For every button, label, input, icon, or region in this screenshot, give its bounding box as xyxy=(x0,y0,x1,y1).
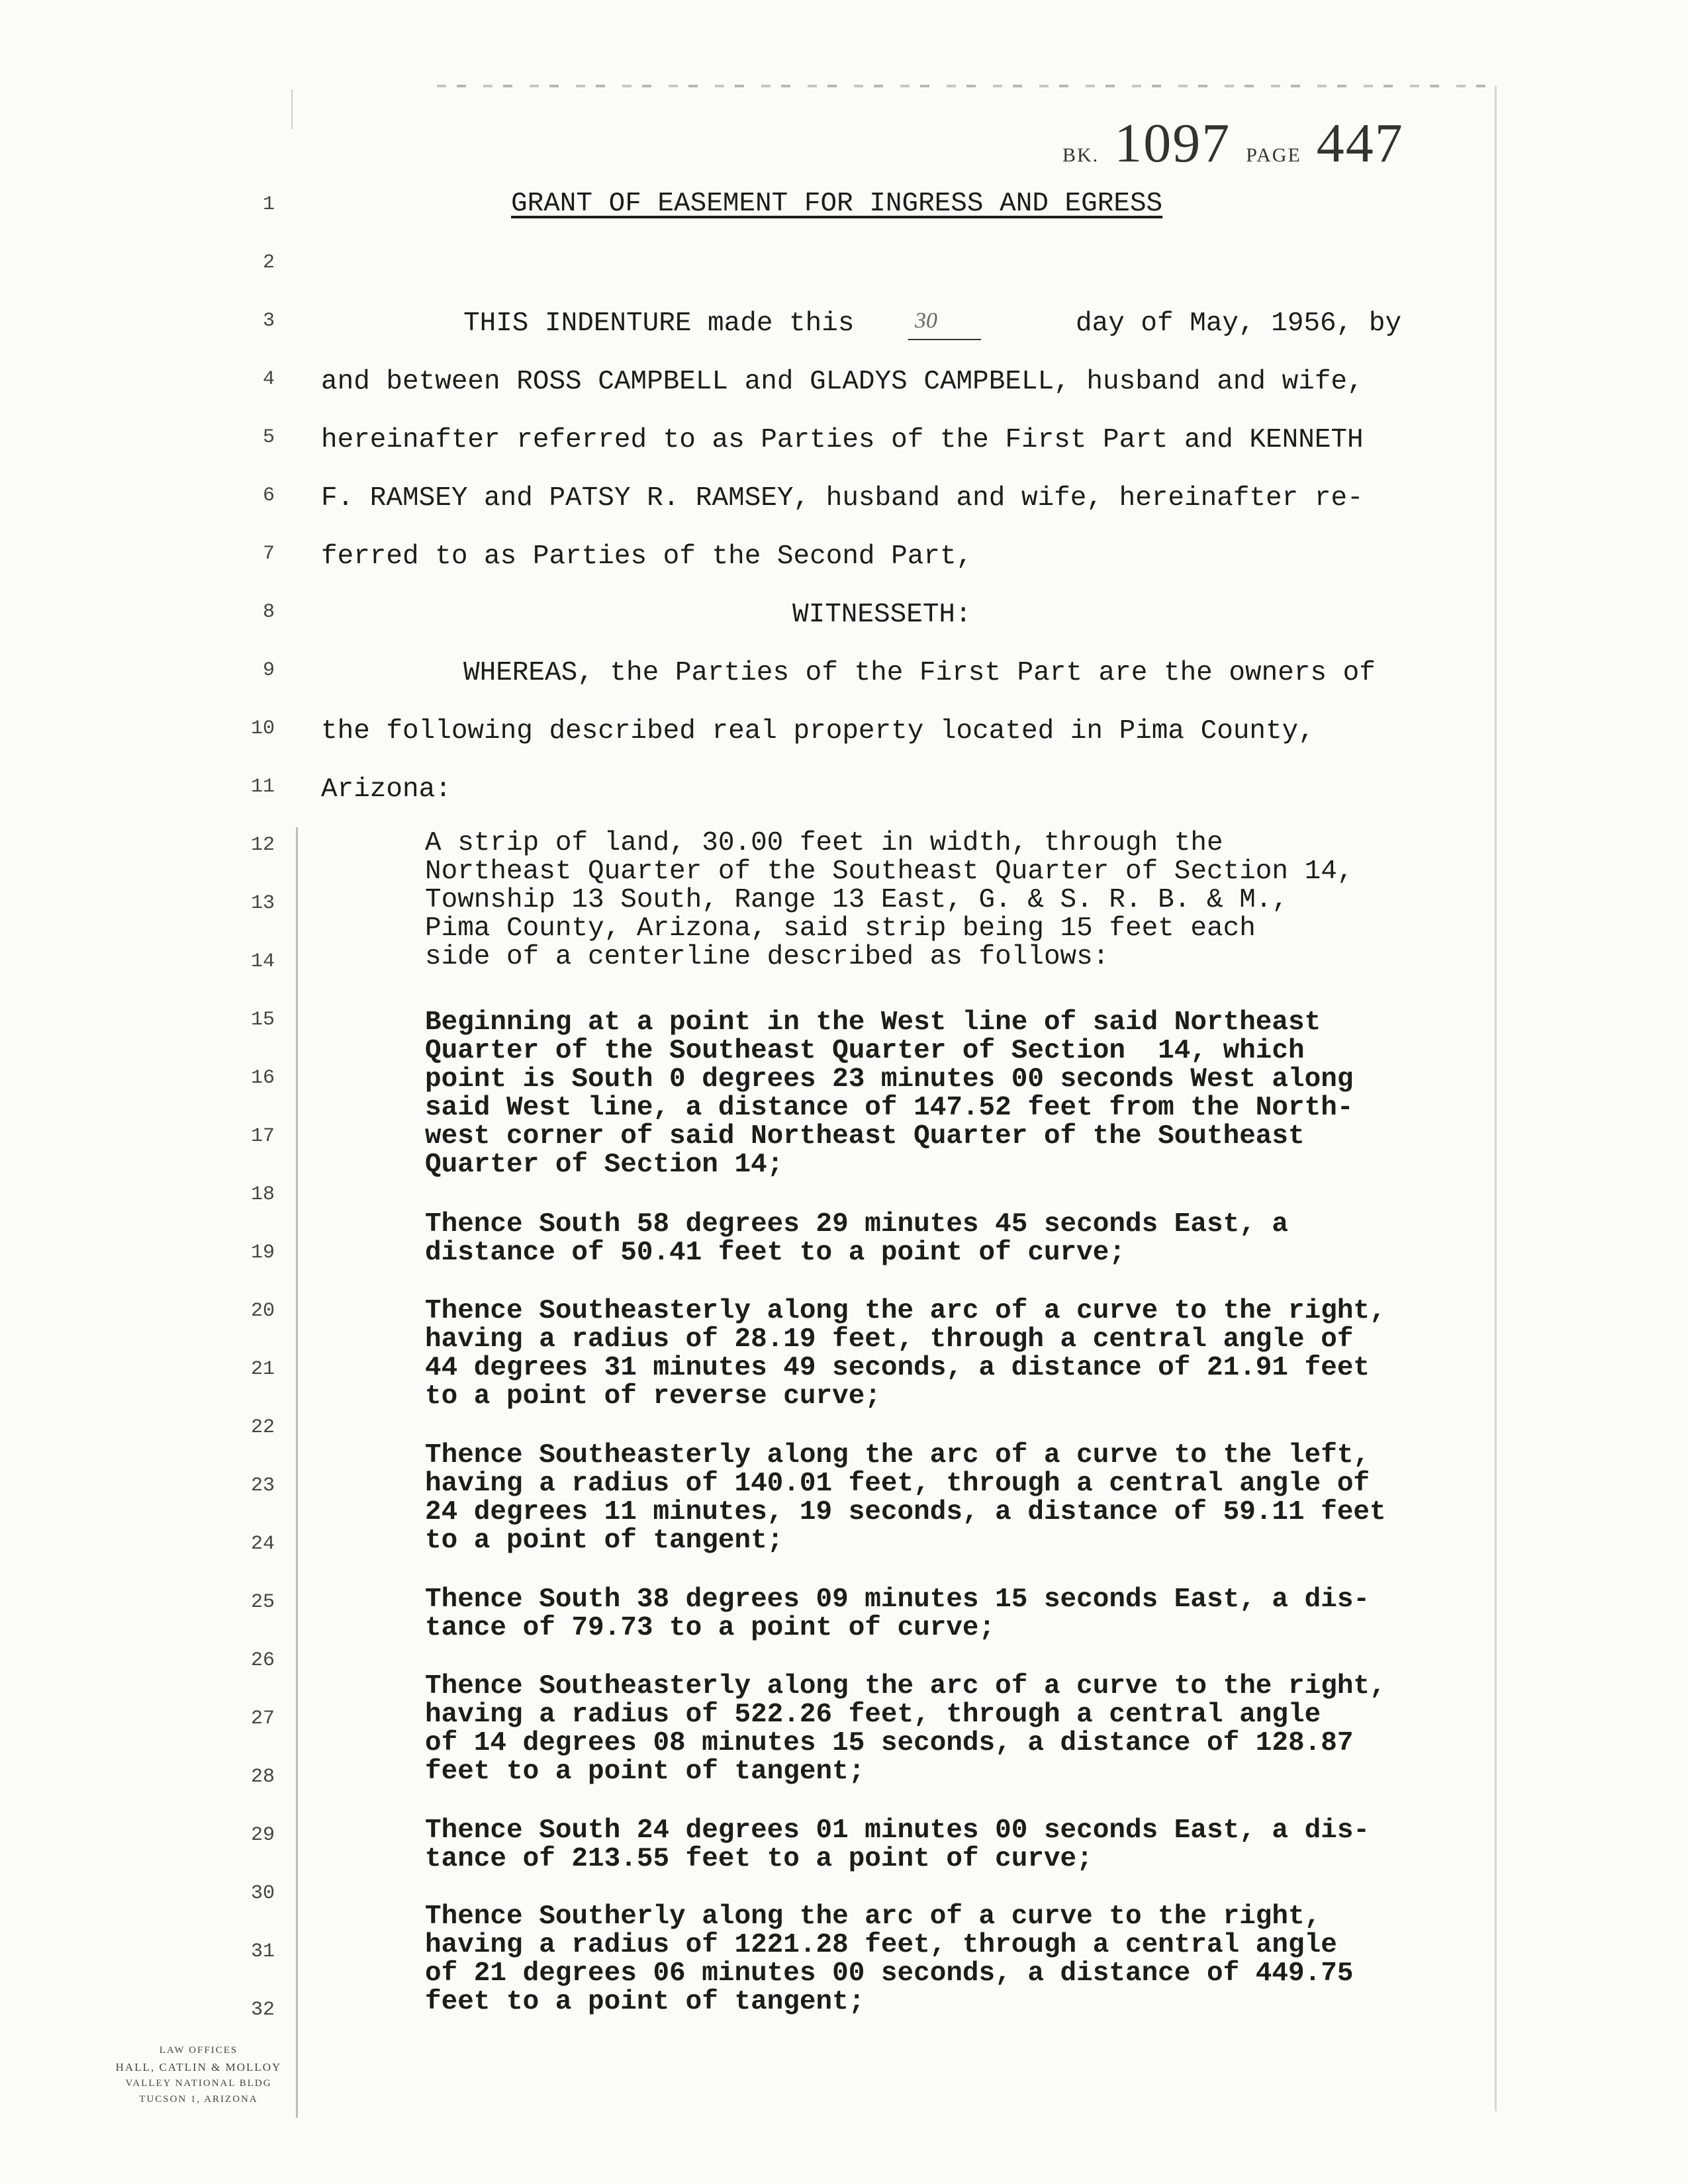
law-firm-building: VALLEY NATIONAL BLDG xyxy=(125,2078,272,2089)
line-number: 4 xyxy=(262,368,275,390)
line-number: 30 xyxy=(250,1882,275,1905)
book-number: 1097 xyxy=(1114,113,1231,174)
document-title: GRANT OF EASEMENT FOR INGRESS AND EGRESS xyxy=(511,189,1163,219)
line-number: 32 xyxy=(250,1999,275,2021)
line-number: 29 xyxy=(250,1824,275,1846)
page-prefix: PAGE xyxy=(1246,144,1301,166)
legal-paragraph: A strip of land, 30.00 feet in width, through the Northeast Quarter of the Southeast Quarter of Section 14, Township 13 South, Range 13 East, G. & S. R. B. & M., Pima County, Arizona, said strip being 15 feet each side of a centerline described as follows: xyxy=(425,828,1354,972)
line-number: 5 xyxy=(262,426,275,449)
line-number: 20 xyxy=(250,1300,275,1322)
line-number: 9 xyxy=(262,659,275,682)
line-number: 14 xyxy=(250,950,275,973)
scan-top-edge xyxy=(437,85,1496,87)
line-number: 21 xyxy=(250,1358,275,1381)
parties-line: ferred to as Parties of the Second Part, xyxy=(321,541,973,572)
line-number: 6 xyxy=(262,484,275,507)
law-firm-city: TUCSON 1, ARIZONA xyxy=(139,2094,258,2105)
handwritten-day: 30 xyxy=(915,308,937,333)
line-number: 25 xyxy=(250,1591,275,1614)
legal-paragraph: Thence South 24 degrees 01 minutes 00 seconds East, a dis- tance of 213.55 feet to a point of curve; xyxy=(425,1815,1370,1874)
line-number: 7 xyxy=(262,543,275,565)
line-number: 16 xyxy=(250,1067,275,1089)
line-number: 17 xyxy=(250,1125,275,1148)
line-number: 1 xyxy=(262,193,275,216)
recording-stamp xyxy=(1062,111,1404,175)
line-number: 24 xyxy=(250,1533,275,1555)
whereas-line: Arizona: xyxy=(321,774,451,805)
line-number: 12 xyxy=(250,834,275,856)
line-number: 23 xyxy=(250,1475,275,1497)
parties-line: hereinafter referred to as Parties of the First Part and KENNETH xyxy=(321,425,1364,455)
line-number: 3 xyxy=(262,310,275,332)
legal-paragraph: Beginning at a point in the West line of said Northeast Quarter of the Southeast Quarter of Section 14, which point is South 0 degrees 23 minutes 00 seconds West along said West line, a distance of 147.52 feet from the North- west corner of said Northeast Quarter of the Southeast Quarter of Section 14; xyxy=(425,1007,1354,1180)
line-number: 28 xyxy=(250,1766,275,1788)
law-office-heading: LAW OFFICES xyxy=(159,2045,238,2056)
line-number: 18 xyxy=(250,1183,275,1206)
day-blank xyxy=(908,339,981,340)
legal-paragraph: Thence South 38 degrees 09 minutes 15 seconds East, a dis- tance of 79.73 to a point of curve; xyxy=(425,1584,1370,1643)
line-number: 27 xyxy=(250,1707,275,1730)
legal-paragraph: Thence Southeasterly along the arc of a curve to the left, having a radius of 140.01 feet, through a central angle of 24 degrees 11 minutes, 19 seconds, a distance of 59.11 feet to a point of tangent; xyxy=(425,1440,1386,1556)
witnesseth-heading: WITNESSETH: xyxy=(792,600,972,630)
parties-line: F. RAMSEY and PATSY R. RAMSEY, husband and wife, hereinafter re- xyxy=(321,483,1364,514)
line-number: 31 xyxy=(250,1940,275,1963)
legal-paragraph: Thence Southeasterly along the arc of a curve to the right, having a radius of 28.19 feet, through a central angle of 44 degrees 31 minutes 49 seconds, a distance of 21.91 feet to a point of reverse curve; xyxy=(425,1296,1386,1412)
line-number: 22 xyxy=(250,1416,275,1439)
legal-paragraph: Thence Southeasterly along the arc of a curve to the right, having a radius of 522.26 feet, through a central angle of 14 degrees 08 minutes 15 seconds, a distance of 128.87 feet to a point of tangent; xyxy=(425,1671,1386,1787)
indenture-line-start: THIS INDENTURE made this xyxy=(463,308,855,339)
page-number: 447 xyxy=(1316,113,1404,174)
line-number: 8 xyxy=(262,601,275,623)
scan-right-edge xyxy=(1495,86,1497,2111)
indenture-line-end: day of May, 1956, by xyxy=(1076,308,1402,339)
whereas-line: WHEREAS, the Parties of the First Part are the owners of xyxy=(463,658,1376,688)
line-number: 19 xyxy=(250,1242,275,1264)
line-number: 26 xyxy=(250,1649,275,1672)
book-prefix: BK. xyxy=(1062,144,1100,166)
line-number: 15 xyxy=(250,1009,275,1031)
law-firm-name: HALL, CATLIN & MOLLOY xyxy=(115,2061,282,2073)
line-number: 13 xyxy=(250,892,275,915)
legal-paragraph: Thence South 58 degrees 29 minutes 45 seconds East, a distance of 50.41 feet to a point of curve; xyxy=(425,1209,1289,1268)
parties-line: and between ROSS CAMPBELL and GLADYS CAMPBELL, husband and wife, xyxy=(321,367,1364,397)
line-number: 2 xyxy=(262,251,275,274)
line-number: 11 xyxy=(250,776,275,798)
whereas-line: the following described real property located in Pima County, xyxy=(321,716,1315,747)
line-number: 10 xyxy=(250,717,275,740)
legal-paragraph: Thence Southerly along the arc of a curve to the right, having a radius of 1221.28 feet, through a central angle of 21 degrees 06 minutes 00 seconds, a distance of 449.75 feet to a point of tangent; xyxy=(425,1901,1354,2017)
margin-rule-top xyxy=(291,89,293,129)
margin-rule xyxy=(296,827,298,2118)
